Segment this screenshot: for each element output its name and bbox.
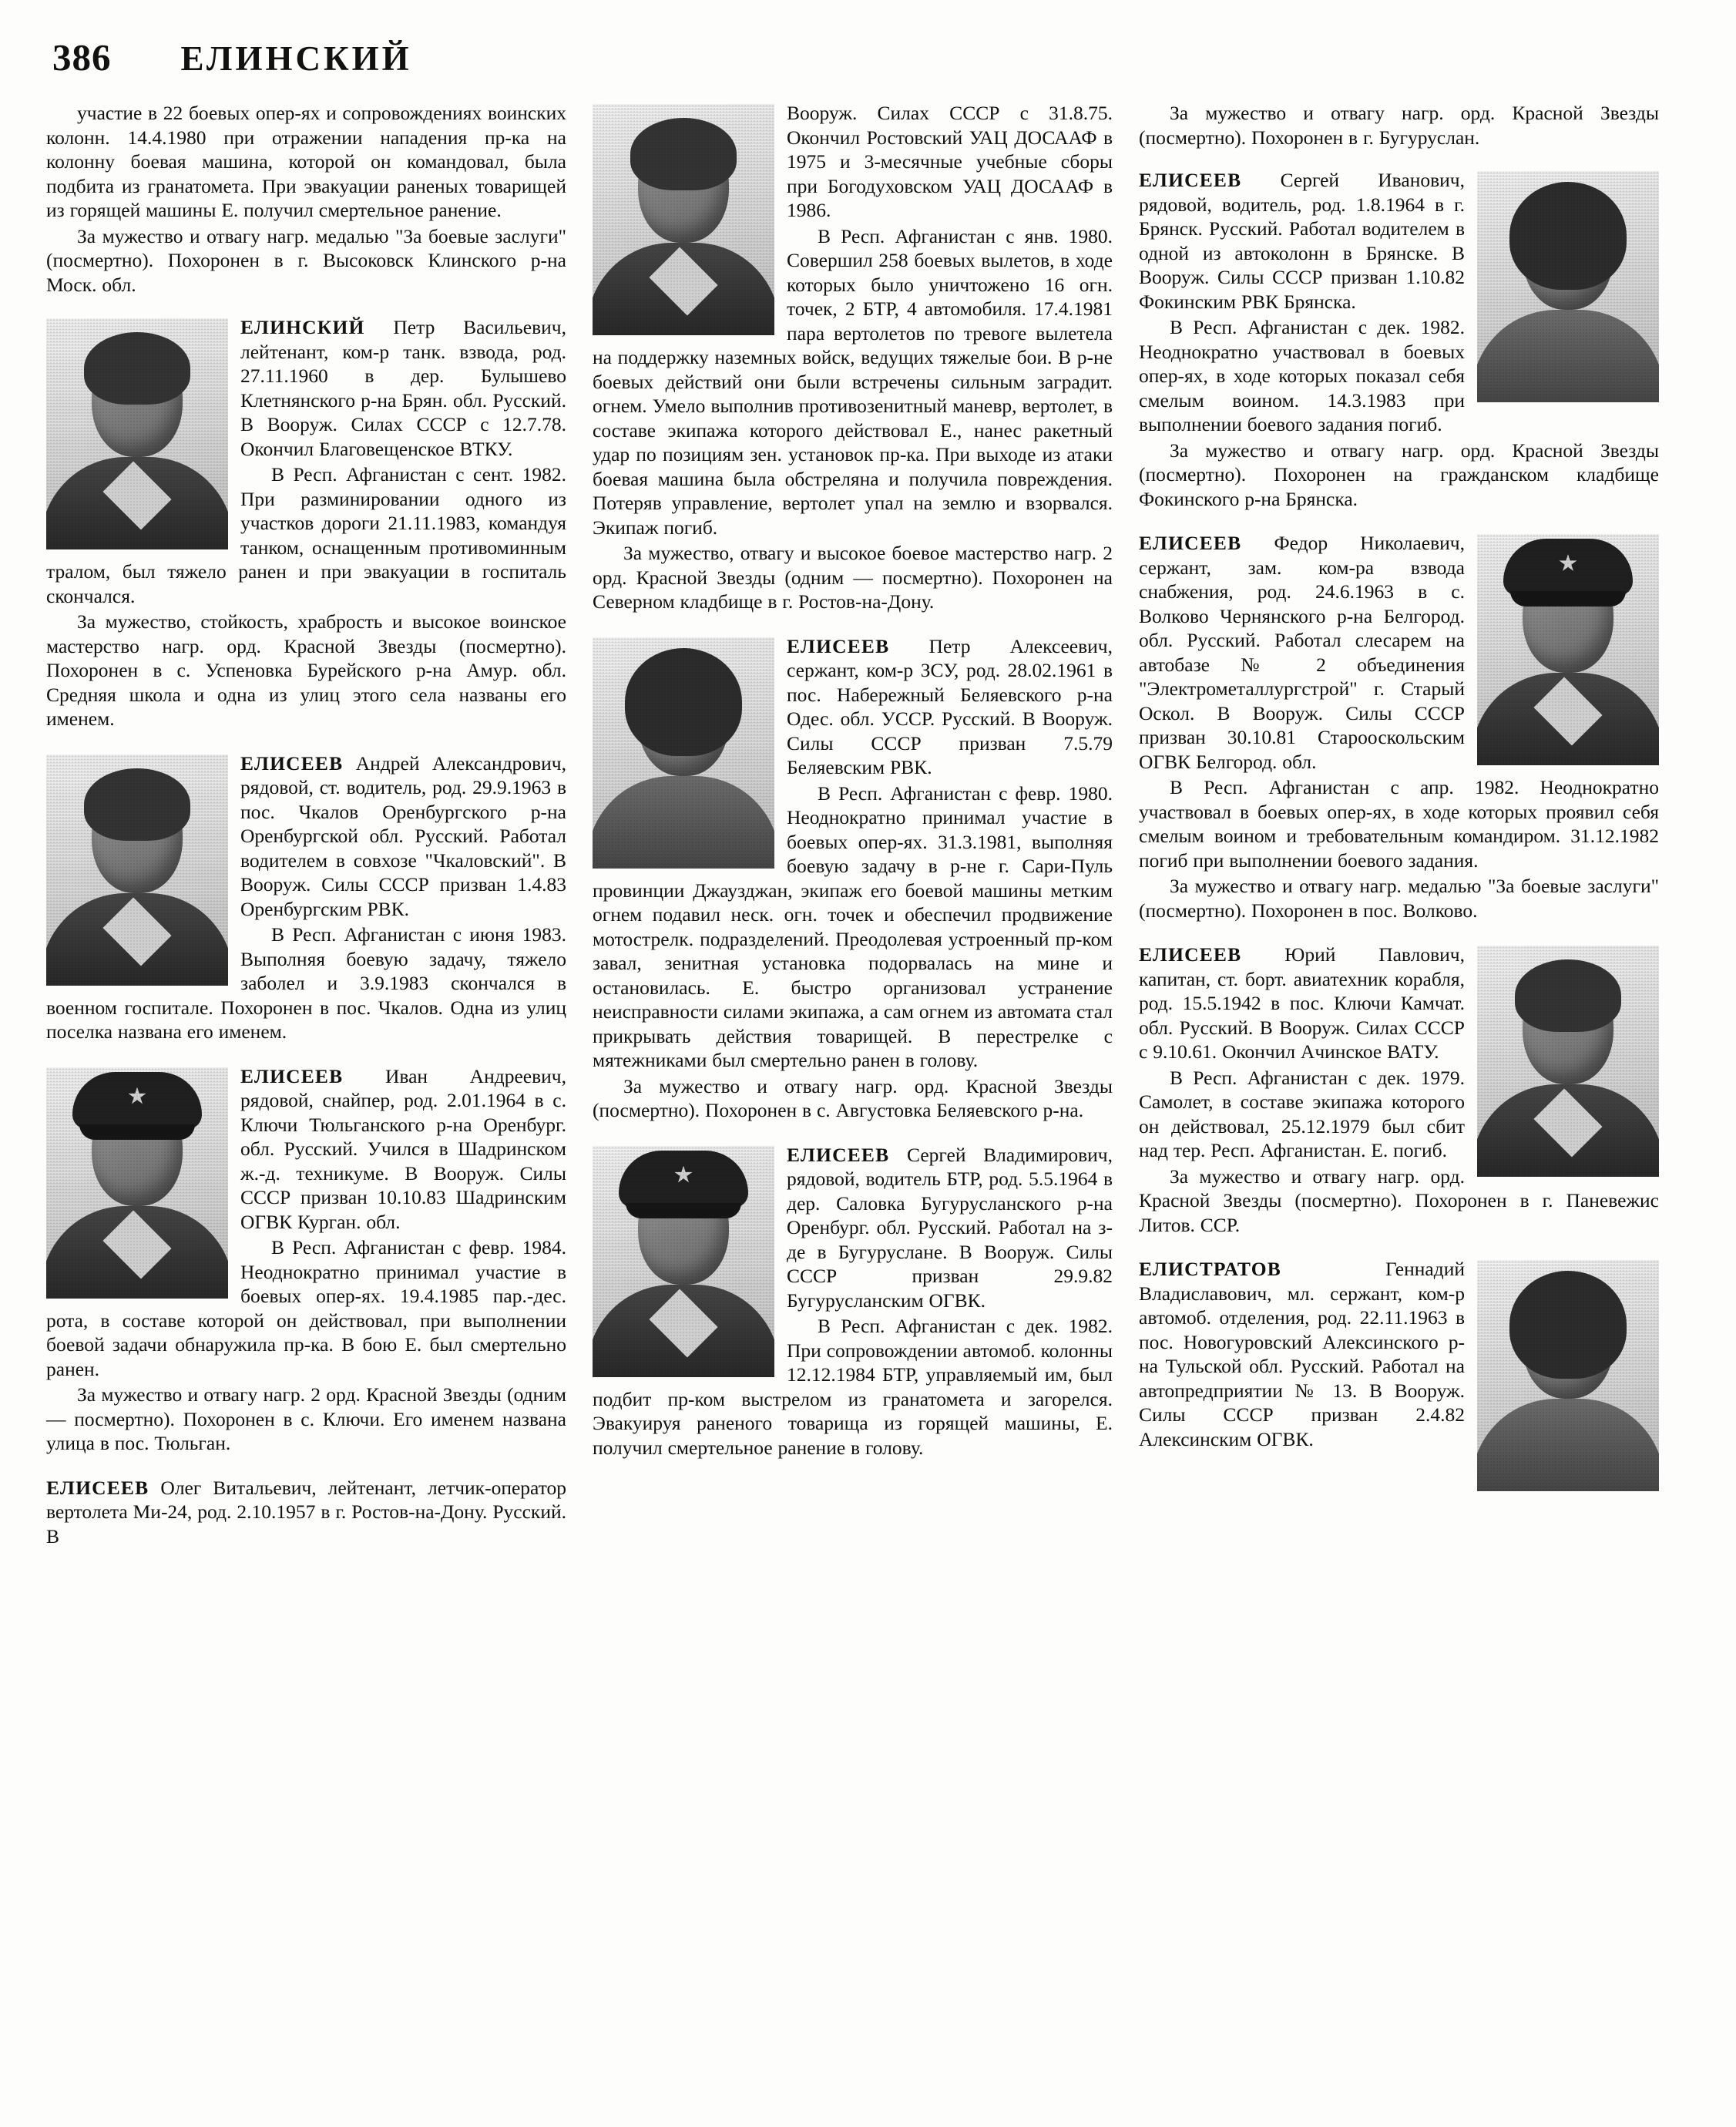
portrait-grain bbox=[1477, 534, 1659, 765]
entry-paragraph: В Респ. Афганистан с февр. 1980. Неоднократно принимал участие в боевых опер-ях. 31.3.1981, выполняя боевую задачу в р-не г. Сари-Пуль провинции Джаузджан, экипаж его боевой машины метким огнем подавил неск. огн. точек и обеспечил продвижение мотострелк. подразделений. Преодолевая устроенный пр-ком завал, зенитная установка подорвалась на мине и остановилась. Е. быстро организовал устранение неисправности силами экипажа, а сам огнем из автомата стал прикрывать действия товарищей. В перестрелке с мятежниками был смертельно ранен в голову. bbox=[593, 781, 1113, 1071]
entry-paragraph: В Респ. Афганистан с дек. 1982. При сопровождении автомоб. колонны 12.12.1984 БТР, управляемый им, был подбит пр-ком выстрелом из гранатомета и загорелся. Эвакуируя раненого товарища из горящей машины, Е. получил смертельное ранение в голову. bbox=[593, 1315, 1113, 1459]
entry-lead: Юрий Павлович, капитан, ст. борт. авиатехник корабля, род. 15.5.1942 в пос. Ключи Камчат. обл. Русский. В Вооруж. Силах СССР с 9.10.61. Окончил Ачинское ВАТУ. bbox=[1139, 943, 1465, 1063]
biography-entry bbox=[1139, 168, 1659, 512]
entry-paragraph: За мужество и отвагу нагр. орд. Красной Звезды (посмертно). Похоронен на гражданском кладбище Фокинского р-на Брянска. bbox=[1139, 439, 1659, 510]
entry-paragraph: В Респ. Афганистан с июня 1983. Выполняя боевую задачу, тяжело заболел и 3.9.1983 скончался в военном госпитале. Похоронен в пос. Чкалов. Одна из улиц поселка названа его именем. bbox=[46, 923, 566, 1043]
paragraph: За мужество и отвагу нагр. медалью "За боевые заслуги" (посмертно). Похоронен в г. Высоковск Клинского р-на Моск. обл. bbox=[46, 224, 566, 296]
entry-surname: ЕЛИСЕЕВ bbox=[1139, 532, 1242, 554]
paragraph: участие в 22 боевых опер-ях и сопровождениях воинских колонн. 14.4.1980 при отражении нападения пр-ка на колонну боевая машина, которой он командовал, была подбита из гранатомета. При эвакуации раненых товарищей из горящей машины Е. получил смертельное ранение. bbox=[46, 102, 566, 221]
entry-paragraph: В Респ. Афганистан с февр. 1984. Неоднократно принимал участие в боевых опер-ях. 19.4.1985 пар.-дес. рота, в составе которой он действовал, при выполнении боевой задачи обнаружила пр-ка. В бою Е. был смертельно ранен. bbox=[46, 1236, 566, 1380]
portrait-eliseev-petr-alekseevich bbox=[593, 637, 774, 869]
portrait-eliseev-fedor bbox=[1477, 534, 1659, 765]
portrait-grain bbox=[46, 318, 228, 549]
entry-surname: ЕЛИСЕЕВ bbox=[787, 1143, 890, 1166]
entry-lead: Олег Витальевич, лейтенант, летчик-оператор вертолета Ми-24, род. 2.10.1957 в г. Ростов-на-Дону. Русский. В bbox=[46, 1476, 566, 1547]
portrait-grain bbox=[1477, 1260, 1659, 1491]
entry-heading bbox=[46, 1064, 566, 1235]
biography-entry bbox=[1139, 1257, 1659, 1494]
entry-lead: Федор Николаевич, сержант, зам. ком-ра взвода снабжения, род. 24.6.1963 в с. Волково Чернянского р-на Белгород. обл. Русский. Работал слесарем на автобазе № 2 объединения "Электрометаллургстрой" г. Старый Оскол. В Вооруж. Силы СССР призван 30.10.81 Старооскольским ОГВК Белгород. обл. bbox=[1139, 532, 1465, 773]
column-1 bbox=[46, 101, 566, 1550]
entry-heading bbox=[1139, 531, 1659, 774]
portrait-eliseev-andrey bbox=[46, 754, 228, 986]
entry-heading bbox=[46, 315, 566, 461]
entry-paragraph: В Респ. Афганистан с янв. 1980. Совершил 258 боевых вылетов, в ходе которых было уничтожено 16 огн. точек, 2 БТР, 4 автомобиля. 17.4.1981 пара вертолетов по тревоге вылетела на поддержку наземных войск, ведущих тяжелые бои. В р-не боевых действий они были встречены сильным заградит. огнем. Умело выполнив противозенитный маневр, вертолет, в составе экипажа которого действовал Е., нанес ракетный удар по позициям зен. установок пр-ка. При выходе из атаки боевая машина была обстреляна и получила повреждения. Потеряв управление, вертолет упал на землю и взорвался. Экипаж погиб. bbox=[593, 224, 1113, 539]
entry-heading bbox=[593, 1143, 1113, 1313]
column-2 bbox=[593, 101, 1113, 1461]
entry-heading bbox=[46, 1476, 566, 1549]
paragraph: За мужество и отвагу нагр. орд. Красной Звезды (посмертно). Похоронен в г. Бугуруслан. bbox=[1139, 102, 1659, 149]
portrait-eliseev-oleg bbox=[593, 104, 774, 335]
entry-lead: Петр Васильевич, лейтенант, ком-р танк. взвода, род. 27.11.1960 в дер. Булышево Клетнянского р-на Брян. обл. Русский. В Вооруж. Силах СССР с 12.7.78. Окончил Благовещенское ВТКУ. bbox=[240, 316, 566, 460]
portrait-elinskiy-petr bbox=[46, 318, 228, 549]
portrait-grain bbox=[1477, 946, 1659, 1177]
portrait-eliseev-ivan bbox=[46, 1067, 228, 1299]
page-header bbox=[46, 35, 1690, 79]
portrait-grain bbox=[593, 637, 774, 869]
column-3 bbox=[1139, 101, 1659, 1494]
biography-entry bbox=[1139, 531, 1659, 924]
portrait-eliseev-sergey-vladimirovich bbox=[593, 1146, 774, 1377]
portrait-eliseev-sergey-ivanovich bbox=[1477, 171, 1659, 402]
entry-heading bbox=[1139, 1257, 1659, 1451]
entry-surname: ЕЛИСТРАТОВ bbox=[1139, 1258, 1281, 1280]
biography-entry bbox=[46, 1064, 566, 1457]
entry-continuation bbox=[593, 101, 1113, 223]
biography-entry bbox=[46, 751, 566, 1046]
text-columns bbox=[46, 101, 1690, 1550]
biography-entry bbox=[1139, 943, 1659, 1238]
entry-paragraph: За мужество и отвагу нагр. орд. Красной Звезды (посмертно). Похоронен в с. Августовка Беляевского р-на. bbox=[593, 1074, 1113, 1121]
portrait-grain bbox=[593, 104, 774, 335]
entry-surname: ЕЛИСЕЕВ bbox=[1139, 169, 1242, 191]
biography-entry bbox=[593, 1143, 1113, 1462]
portrait-grain bbox=[46, 754, 228, 986]
entry-paragraph: В Респ. Афганистан с дек. 1982. Неоднократно участвовал в боевых опер-ях, в ходе которых показал себя смелым воином. 14.3.1983 при выполнении боевого задания погиб. bbox=[1139, 316, 1465, 435]
biography-entry bbox=[46, 315, 566, 733]
entry-surname: ЕЛИСЕЕВ bbox=[46, 1476, 149, 1499]
entry-paragraph: В Респ. Афганистан с сент. 1982. При разминировании одного из участков дороги 21.11.1983, командуя танком, оснащенным противоминным тралом, был тяжело ранен и при эвакуации в госпиталь скончался. bbox=[46, 463, 566, 607]
portrait-grain bbox=[46, 1067, 228, 1299]
continuation-text: Вооруж. Силах СССР с 31.8.75. Окончил Ростовский УАЦ ДОСААФ в 1975 и 3-месячные учебные сборы при Богодуховском УАЦ ДОСААФ в 1986. bbox=[787, 102, 1113, 221]
entry-surname: ЕЛИСЕЕВ bbox=[787, 634, 890, 657]
entry-surname: ЕЛИНСКИЙ bbox=[240, 316, 365, 338]
continued-entry bbox=[593, 101, 1113, 616]
entry-paragraph: За мужество, отвагу и высокое боевое мастерство нагр. 2 орд. Красной Звезды (одним — посмертно). Похоронен на Северном кладбище в г. Ростов-на-Дону. bbox=[593, 542, 1113, 613]
entry-surname: ЕЛИСЕЕВ bbox=[240, 1064, 344, 1087]
entry-lead: Иван Андреевич, рядовой, снайпер, род. 2.01.1964 в с. Ключи Тюльганского р-на Оренбург. обл. Русский. Учился в Шадринском ж.-д. техникуме. В Вооруж. Силы СССР призван 10.10.83 Шадринским ОГВК Курган. обл. bbox=[240, 1064, 566, 1233]
entry-paragraph: В Респ. Афганистан с апр. 1982. Неоднократно участвовал в боевых опер-ях, в ходе которых проявил себя смелым воином и требовательным командиром. 31.12.1982 погиб при выполнении боевого задания. bbox=[1139, 776, 1659, 872]
entry-heading bbox=[46, 751, 566, 922]
entry-paragraph: За мужество и отвагу нагр. медалью "За боевые заслуги" (посмертно). Похоронен в пос. Волково. bbox=[1139, 875, 1659, 922]
portrait-grain bbox=[1477, 171, 1659, 402]
entry-paragraph: За мужество, стойкость, храбрость и высокое воинское мастерство нагр. орд. Красной Звезды (посмертно). Похоронен в с. Успеновка Бурейского р-на Амур. обл. Средняя школа и одна из улиц этого села названы его именем. bbox=[46, 610, 566, 730]
entry-lead: Петр Алексеевич, сержант, ком-р ЗСУ, род. 28.02.1961 в пос. Набережный Беляевского р-на Одес. обл. УССР. Русский. В Вооруж. Силы СССР призван 7.5.79 Беляевским РВК. bbox=[787, 634, 1113, 778]
entry-surname: ЕЛИСЕЕВ bbox=[1139, 943, 1242, 966]
page-number: 386 bbox=[52, 36, 112, 79]
portrait-eliseev-yuriy bbox=[1477, 946, 1659, 1177]
entry-heading bbox=[1139, 168, 1659, 314]
running-head: ЕЛИНСКИЙ bbox=[180, 39, 412, 78]
biography-entry bbox=[46, 1476, 566, 1549]
entry-paragraph: За мужество и отвагу нагр. орд. Красной Звезды (посмертно). Похоронен в г. Паневежис Литов. ССР. bbox=[1139, 1164, 1659, 1236]
entry-lead: Сергей Иванович, рядовой, водитель, род. 1.8.1964 в г. Брянск. Русский. Работал водителем в одной из автоколонн в Брянске. В Вооруж. Силы СССР призван 1.10.82 Фокинским РВК Брянска. bbox=[1139, 169, 1465, 313]
entry-lead: Сергей Владимирович, рядовой, водитель БТР, род. 5.5.1964 в дер. Саловка Бугурусланского р-на Оренбург. обл. Русский. Работал на з-де в Бугуруслане. В Вооруж. Силы СССР призван 29.9.82 Бугурусланским ОГВК. bbox=[787, 1143, 1113, 1312]
biography-entry bbox=[593, 634, 1113, 1124]
portrait-grain bbox=[593, 1146, 774, 1377]
entry-heading bbox=[593, 634, 1113, 780]
entry-heading bbox=[1139, 943, 1659, 1064]
portrait-elistratov-gennadiy bbox=[1477, 1260, 1659, 1491]
entry-lead: Геннадий Владиславович, мл. сержант, ком-р автомоб. отделения, род. 22.11.1963 в пос. Новогуровский Алексинского р-на Тульской обл. Русский. Работал на автопредприятии № 13. В Вооруж. Силы СССР призван 2.4.82 Алексинским ОГВК. bbox=[1139, 1258, 1465, 1450]
entry-paragraph: В Респ. Афганистан с дек. 1979. Самолет, в составе экипажа которого он действовал, 25.12.1979 был сбит над тер. Респ. Афганистан. Е. погиб. bbox=[1139, 1066, 1465, 1161]
entry-lead: Андрей Александрович, рядовой, ст. водитель, род. 29.9.1963 в пос. Чкалов Оренбургского р-на Оренбургской обл. Русский. Работал водителем в совхозе "Чкаловский". В Вооруж. Силы СССР призван 1.4.83 Оренбургским РВК. bbox=[240, 751, 566, 920]
entry-paragraph: За мужество и отвагу нагр. 2 орд. Красной Звезды (одним — посмертно). Похоронен в с. Ключи. Его именем названа улица в пос. Тюльган. bbox=[46, 1383, 566, 1454]
entry-surname: ЕЛИСЕЕВ bbox=[240, 751, 344, 775]
